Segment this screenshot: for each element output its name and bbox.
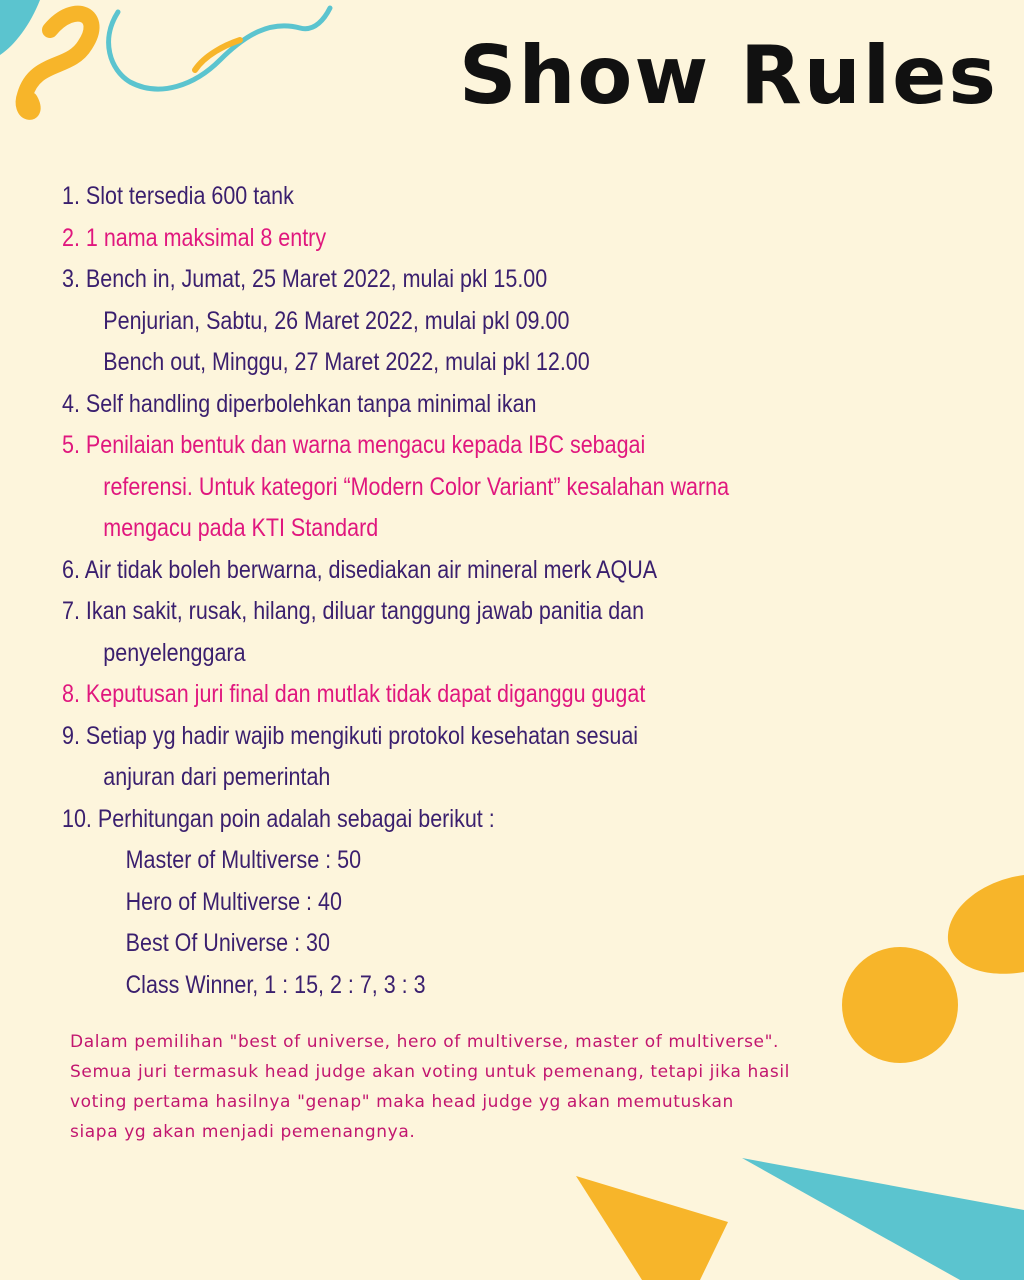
note-line: Semua juri termasuk head judge akan voting untuk pemenang, tetapi jika hasil [70,1062,790,1082]
yellow-triangle-shape [576,1176,728,1280]
rule-9-line: anjuran dari pemerintah [103,763,331,791]
yellow-blob-shape [948,875,1024,974]
rule-3-line: Penjurian, Sabtu, 26 Maret 2022, mulai pkl 09.00 [103,306,570,335]
rule-7-line: 7. Ikan sakit, rusak, hilang, diluar tanggung jawab panitia dan [62,597,645,625]
yellow-squiggle-shape [24,14,92,112]
rule-3-line: 3. Bench in, Jumat, 25 Maret 2022, mulai pkl 15.00 [62,265,548,293]
note-line: Dalam pemilihan "best of universe, hero of multiverse, master of multiverse". [70,1032,780,1052]
note-line: voting pertama hasilnya "genap" maka head judge yg akan memutuskan [70,1092,734,1112]
rule-2-line: 2. 1 nama maksimal 8 entry [62,223,327,252]
judging-note [70,1027,1010,1147]
teal-triangle-shape [742,1158,1024,1280]
rule-5-line: 5. Penilaian bentuk dan warna mengacu kepada IBC sebagai [62,431,646,459]
teal-wave-shape [109,8,330,89]
rule-1-line: 1. Slot tersedia 600 tank [62,182,294,210]
rule-5-line: referensi. Untuk kategori “Modern Color Variant” kesalahan warna [103,472,730,501]
rules-list [62,176,836,1006]
rule-10-line: 10. Perhitungan poin adalah sebagai berikut : [62,804,495,833]
rule-9-line: 9. Setiap yg hadir wajib mengikuti protokol kesehatan sesuai [62,721,639,750]
points-item: Hero of Multiverse : 40 [125,887,342,916]
page-title: Show Rules [458,29,998,122]
rule-6-line: 6. Air tidak boleh berwarna, disediakan air mineral merk AQUA [62,555,658,584]
rule-7-line: penyelenggara [103,638,246,667]
note-line: siapa yg akan menjadi pemenangnya. [70,1122,416,1142]
rule-3-line: Bench out, Minggu, 27 Maret 2022, mulai pkl 12.00 [103,348,590,376]
rule-4-line: 4. Self handling diperbolehkan tanpa minimal ikan [62,389,537,418]
points-item: Class Winner, 1 : 15, 2 : 7, 3 : 3 [125,970,426,999]
rule-8-line: 8. Keputusan juri final dan mutlak tidak dapat diganggu gugat [62,680,646,708]
points-item: Best Of Universe : 30 [125,929,330,957]
yellow-curl-shape [195,40,240,70]
teal-corner-shape [0,0,40,55]
points-item: Master of Multiverse : 50 [125,846,362,874]
rule-5-line: mengacu pada KTI Standard [103,514,379,542]
